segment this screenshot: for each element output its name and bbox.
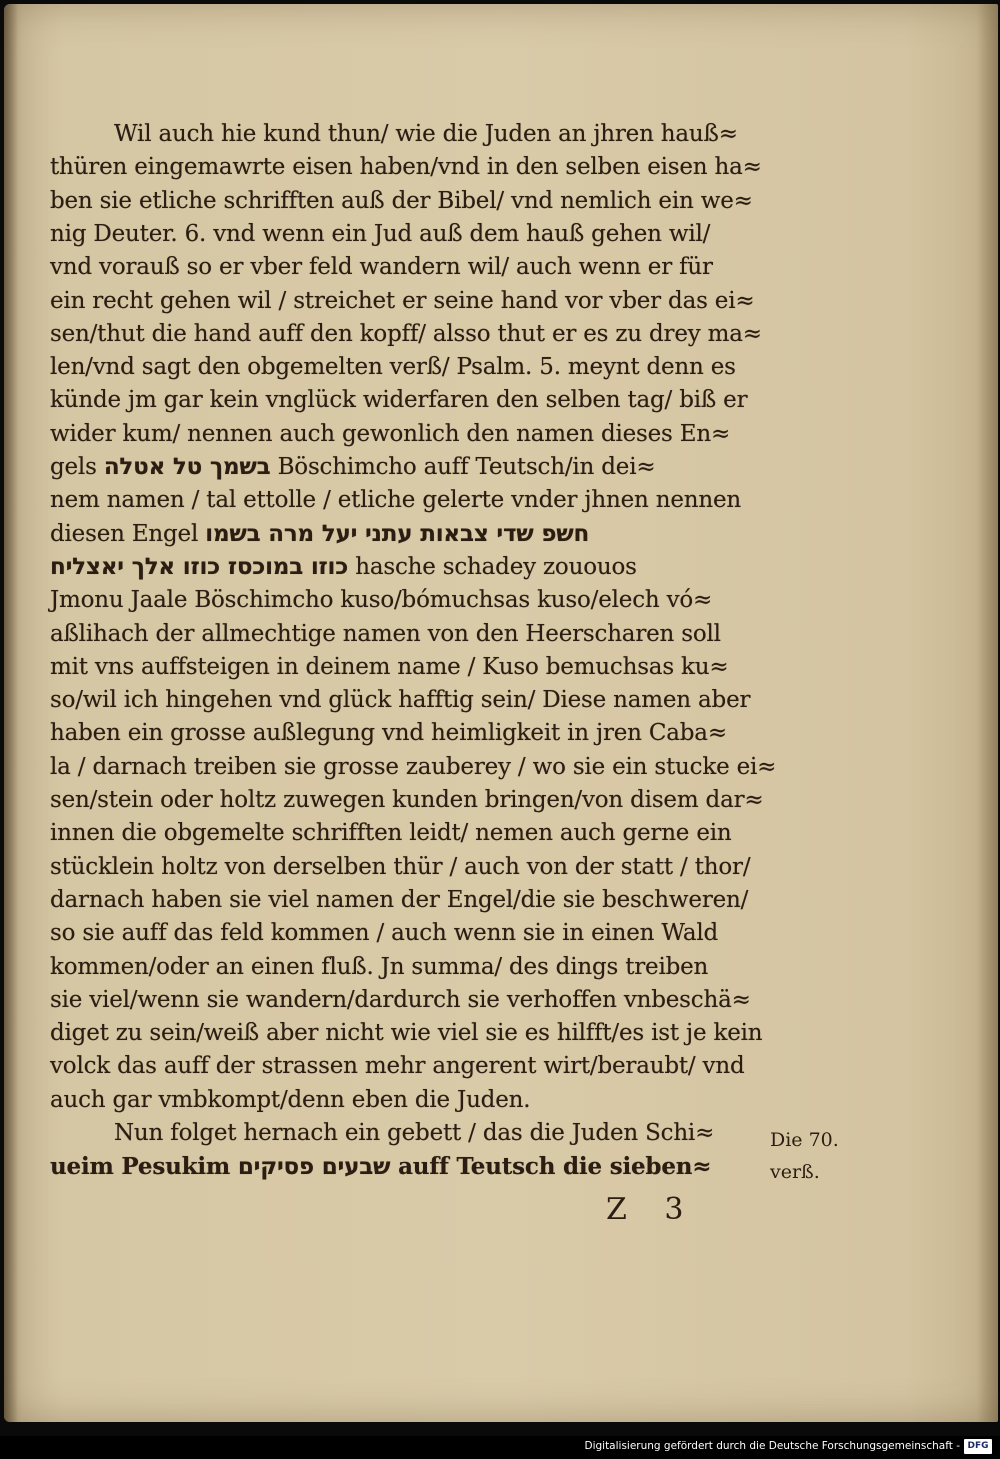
line-text: so/wil ich hingehen vnd glück hafftig sein/ Diese namen aber <box>50 687 751 714</box>
line-text: ueim Pesukim <box>50 1153 231 1181</box>
marginal-note-line: verß. <box>770 1161 820 1183</box>
text-line <box>50 318 780 351</box>
text-line <box>50 351 780 384</box>
line-text: sen/stein oder holtz zuwegen kunden bringen/von disem dar≈ <box>50 787 764 813</box>
text-line <box>50 185 780 218</box>
text-line <box>50 584 780 617</box>
hebrew-text: בשמך טל אטלה <box>103 454 271 480</box>
line-text: stücklein holtz von derselben thür / auch von der statt / thor/ <box>50 853 751 880</box>
line-text-continued: hasche schadey zououos <box>355 553 637 580</box>
line-text: Jmonu Jaale Böschimcho kuso/bómuchsas kuso/elech vó≈ <box>50 587 713 614</box>
text-line <box>50 551 780 584</box>
line-text: kommen/oder an einen fluß. Jn summa/ des dings treiben <box>50 953 709 980</box>
text-line <box>50 684 780 717</box>
text-line <box>50 451 780 484</box>
text-line <box>50 418 780 451</box>
line-text: nig Deuter. 6. vnd wenn ein Jud auß dem hauß gehen wil/ <box>50 220 711 247</box>
text-line <box>50 484 780 517</box>
line-text: aßlihach der allmechtige namen von den Heerscharen soll <box>50 620 721 647</box>
text-line <box>50 884 780 917</box>
line-text: la / darnach treiben sie grosse zauberey / wo sie ein stucke ei≈ <box>50 753 777 780</box>
text-line <box>50 518 780 551</box>
line-text: sen/thut die hand auff den kopff/ alsso thut er es zu drey ma≈ <box>50 320 762 347</box>
marginal-note-line: Die 70. <box>770 1129 839 1151</box>
text-line <box>50 984 780 1017</box>
text-line <box>50 651 780 684</box>
line-text: auch gar vmbkompt/denn eben die Juden. <box>50 1086 531 1113</box>
line-text: volck das auff der strassen mehr angerent wirt/beraubt/ vnd <box>50 1053 745 1080</box>
line-text: künde jm gar kein vnglück widerfaren den selben tag/ biß er <box>50 387 748 414</box>
digitization-footer <box>0 1436 1000 1459</box>
line-text: ein recht gehen wil / streichet er seine hand vor vber das ei≈ <box>50 287 755 314</box>
line-text-continued: auff Teutsch die sieben≈ <box>398 1153 712 1181</box>
line-text: nem namen / tal ettolle / etliche gelerte vnder jhnen nennen <box>50 487 741 514</box>
line-text: thüren eingemawrte eisen haben/vnd in den selben eisen ha≈ <box>50 154 762 181</box>
line-text: Wil auch hie kund thun/ wie die Juden an jhren hauß≈ <box>114 121 738 147</box>
line-text: darnach haben sie viel namen der Engel/die sie beschweren/ <box>50 886 749 913</box>
line-text: ben sie etliche schrifften auß der Bibel/ vnd nemlich ein we≈ <box>50 187 753 214</box>
line-text: sie viel/wenn sie wandern/dardurch sie verhoffen vnbeschä≈ <box>50 986 751 1013</box>
text-line <box>50 151 780 184</box>
text-line <box>50 717 780 750</box>
line-text: so sie auff das feld kommen / auch wenn sie in einen Wald <box>50 920 719 947</box>
text-line <box>50 384 780 417</box>
page-edge-shadow <box>976 4 998 1422</box>
funding-credit: Digitalisierung gefördert durch die Deutsche Forschungsgemeinschaft - <box>584 1440 960 1452</box>
hebrew-text: חשפ שדי צבאות עתני יעל מרה בשמו <box>205 520 590 547</box>
text-line <box>50 251 780 284</box>
hebrew-text: שבעים פסיקים <box>237 1154 391 1181</box>
text-line <box>50 1017 780 1050</box>
text-line <box>50 851 780 884</box>
text-line <box>50 618 780 651</box>
line-text-continued: Böschimcho auff Teutsch/in dei≈ <box>277 454 656 480</box>
gutter-shadow <box>4 4 18 1422</box>
text-line <box>50 285 780 318</box>
line-text: wider kum/ nennen auch gewonlich den namen dieses En≈ <box>50 420 731 447</box>
dfg-logo: DFG <box>964 1439 992 1454</box>
hebrew-text: כוזו במוכסז כוזו אלך יאצליח <box>50 553 349 580</box>
line-text: haben ein grosse außlegung vnd heimligkeit in jren Caba≈ <box>50 720 727 747</box>
line-text: diesen Engel <box>50 520 199 547</box>
line-text: diget zu sein/weiß aber nicht wie viel sie es hilfft/es ist je kein <box>50 1020 763 1047</box>
line-text: Nun folget hernach ein gebett / das die Juden Schi≈ <box>114 1120 715 1146</box>
text-line <box>50 784 780 817</box>
text-line <box>50 817 780 850</box>
text-line <box>50 1084 780 1117</box>
line-text: gels <box>50 454 97 480</box>
line-text: mit vns auffsteigen in deinem name / Kuso bemuchsas ku≈ <box>50 653 729 680</box>
line-text: len/vnd sagt den obgemelten verß/ Psalm. 5. meynt denn es <box>50 354 736 381</box>
text-line <box>50 118 844 151</box>
text-line <box>50 751 780 784</box>
line-text: vnd vorauß so er vber feld wandern wil/ auch wenn er für <box>50 254 713 281</box>
text-line <box>50 917 780 950</box>
text-line <box>50 1117 844 1150</box>
marginal-note <box>770 1124 870 1188</box>
text-line <box>50 1050 780 1083</box>
text-line <box>50 1150 780 1183</box>
line-text: innen die obgemelte schrifften leidt/ nemen auch gerne ein <box>50 820 732 847</box>
text-line <box>50 951 780 984</box>
text-line <box>50 218 780 251</box>
signature-mark: Z 3 <box>606 1192 698 1227</box>
